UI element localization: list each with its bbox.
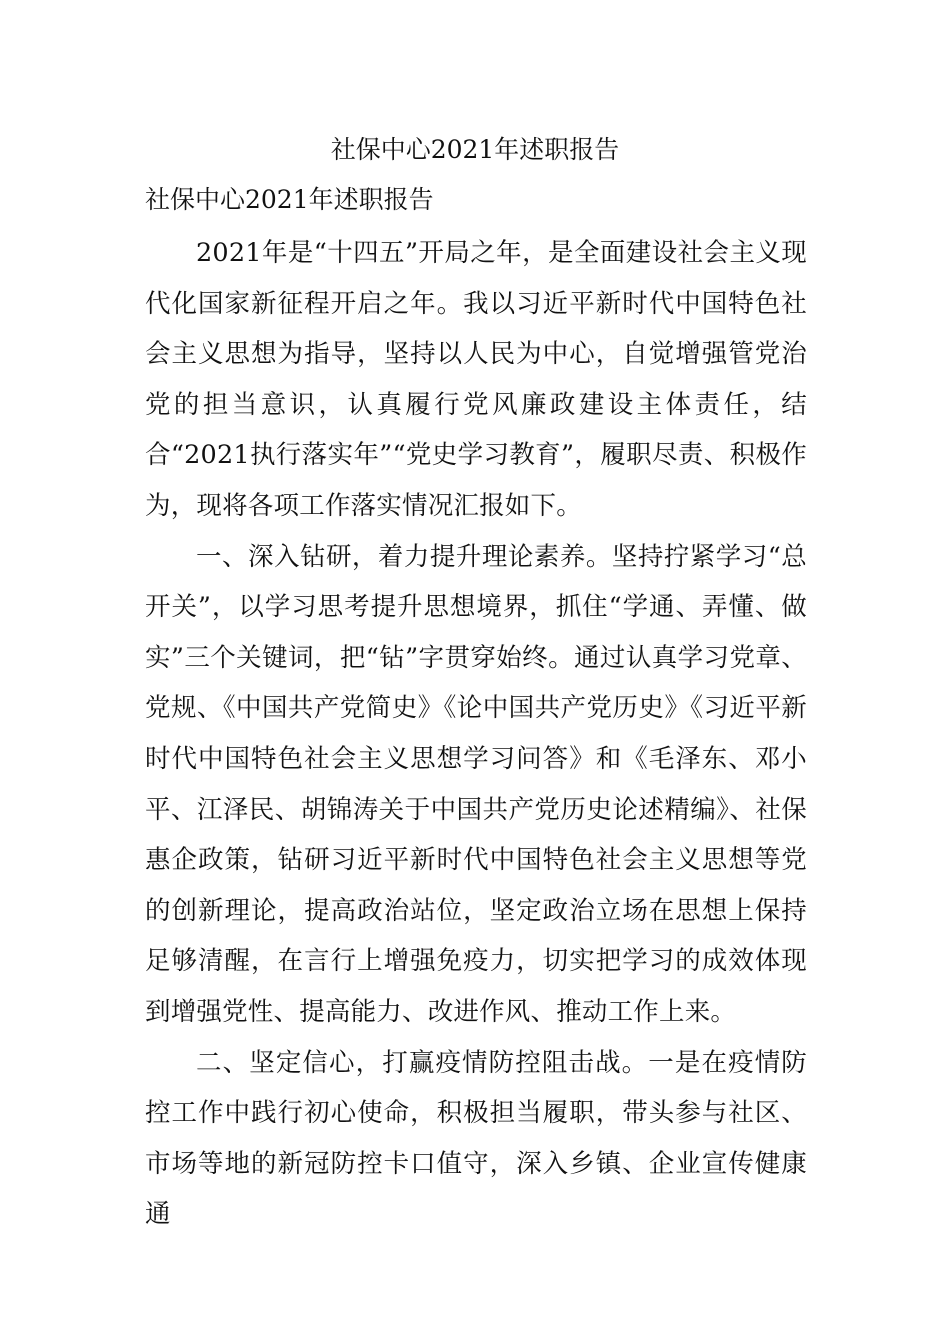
document-subtitle: 社保中心2021年述职报告 — [145, 185, 434, 214]
paragraph-section-1: 一、深入钻研，着力提升理论素养。坚持拧紧学习“总开关”，以学习思考提升思想境界，抓住“学通、弄懂、做实”三个关键词，把“钻”字贯穿始终。通过认真学习党章、党规、《中国共产党简史》《论中国共产党历史》《习近平新时代中国特色社会主义思想学习问答》和《毛泽东、邓小平、江泽民、胡锦涛关于中国共产党历史论述精编》、社保惠企政策，钻研习近平新时代中国特色社会主义思想等党的创新理论，提高政治站位，坚定政治立场在思想上保持足够清醒，在言行上增强免疫力，切实把学习的成效体现到增强党性、提高能力、改进作风、推动工作上来。 — [145, 541, 807, 1027]
document-title: 社保中心2021年述职报告 — [330, 135, 620, 164]
document-body — [145, 228, 807, 1240]
paragraph-section-2: 二、坚定信心，打赢疫情防控阻击战。一是在疫情防控工作中践行初心使命，积极担当履职，带头参与社区、市场等地的新冠防控卡口值守，深入乡镇、企业宣传健康通 — [145, 1047, 807, 1230]
paragraph-intro: 2021年是“十四五”开局之年，是全面建设社会主义现代化国家新征程开启之年。我以习近平新时代中国特色社会主义思想为指导，坚持以人民为中心，自觉增强管党治党的担当意识，认真履行党风廉政建设主体责任，结合“2021执行落实年”“党史学习教育”，履职尽责、积极作为，现将各项工作落实情况汇报如下。 — [145, 238, 807, 521]
